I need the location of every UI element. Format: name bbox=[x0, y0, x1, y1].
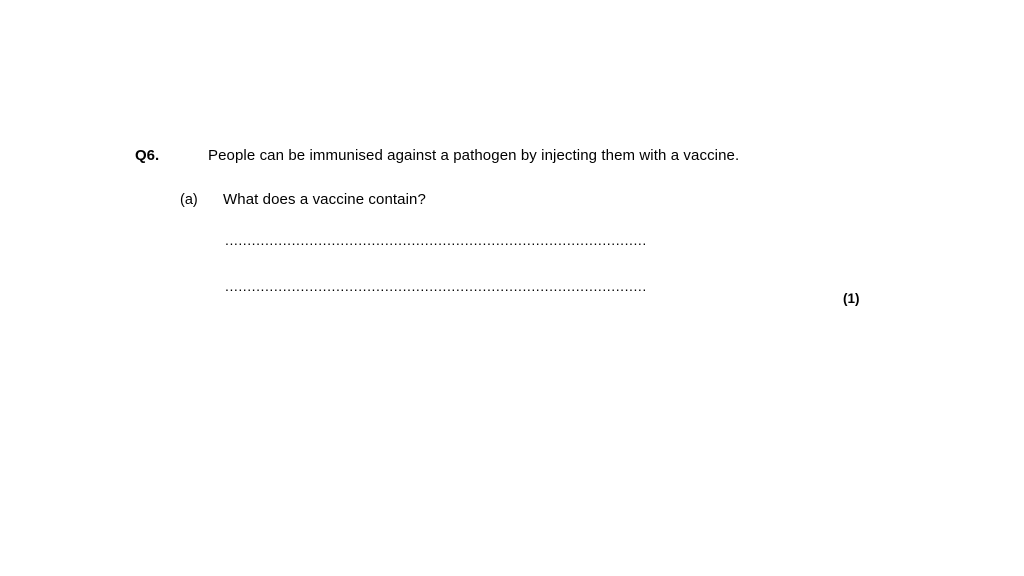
answer-line[interactable]: ............................................................................................... bbox=[225, 233, 647, 248]
question-part-a-row bbox=[135, 190, 895, 210]
part-label-a: (a) bbox=[180, 192, 198, 208]
marks-allocation: (1) bbox=[843, 291, 860, 306]
answer-lines-a[interactable] bbox=[135, 233, 895, 297]
question-stem: People can be immunised against a pathogen by injecting them with a vaccine. bbox=[208, 147, 740, 164]
answer-line[interactable]: ............................................................................................... bbox=[225, 279, 647, 294]
question-number: Q6. bbox=[135, 147, 160, 164]
question-heading-row bbox=[135, 146, 895, 166]
part-text-a: What does a vaccine contain? bbox=[223, 191, 426, 208]
question-block bbox=[135, 146, 895, 297]
